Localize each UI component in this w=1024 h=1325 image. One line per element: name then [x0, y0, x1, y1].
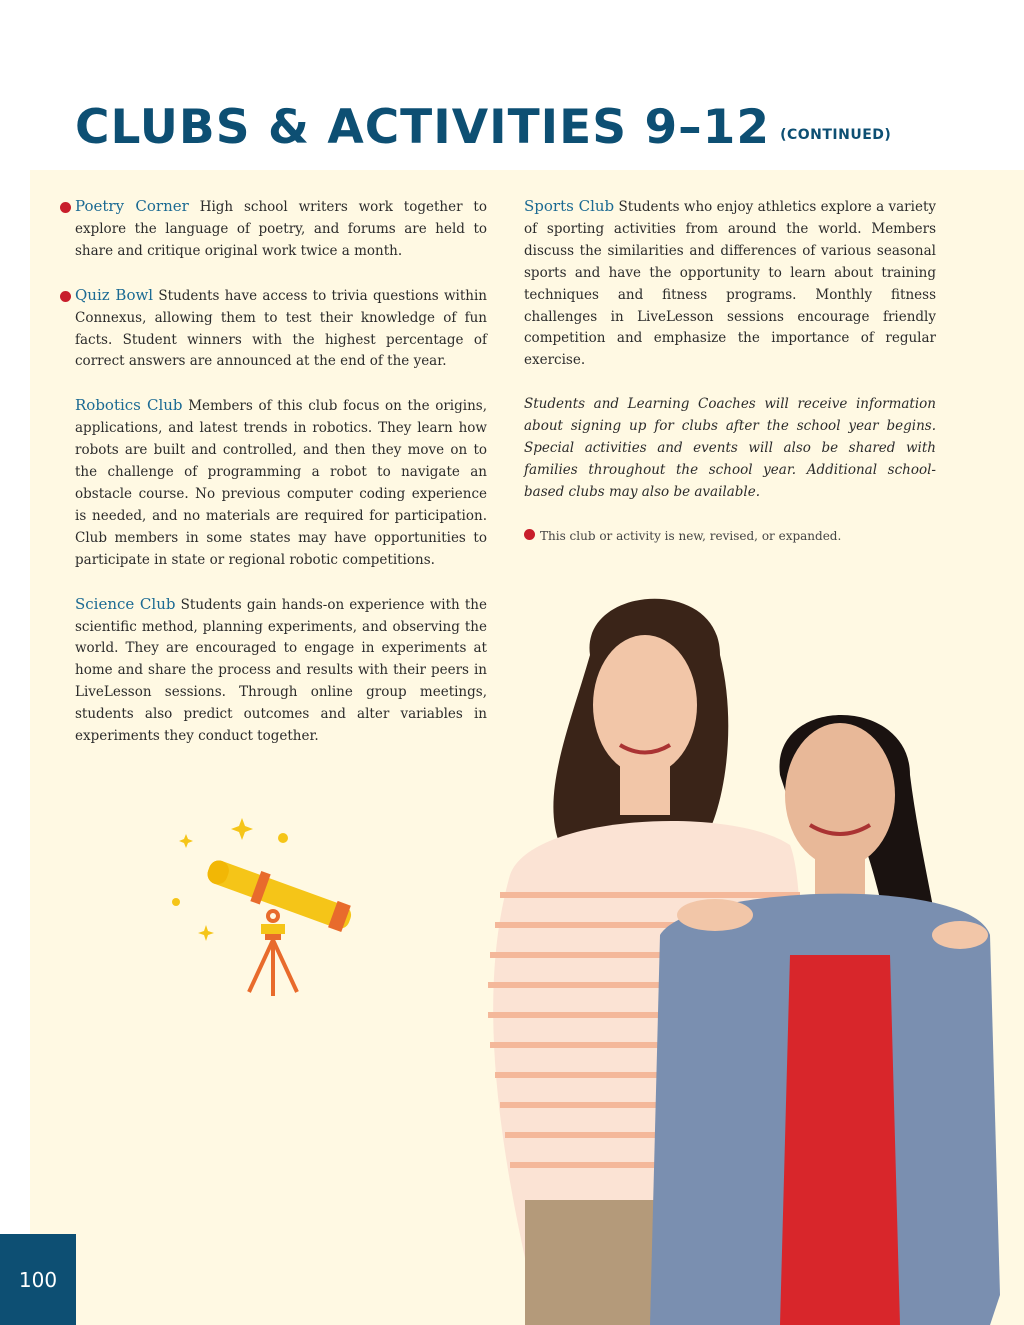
telescope-illustration	[165, 810, 365, 1010]
star-icon	[231, 818, 253, 840]
club-entry-sports-club	[524, 196, 936, 372]
new-bullet-icon	[524, 529, 535, 540]
club-name: Sports Club	[524, 197, 615, 215]
signup-note: Students and Learning Coaches will receive information about signing up for clubs after the school year begins. Special activities and events will also be shared with families throughout the school year. Additional school-based clubs may also be available.	[524, 396, 936, 500]
right-column	[524, 196, 936, 548]
club-description: Students gain hands-on experience with the scientific method, planning experiments, and observing the world. They are encouraged to engage in experiments at home and share the process and results with their peers in LiveLesson sessions. Through online group meetings, students also predict outcomes and alter variables in experiments they conduct together.	[75, 596, 487, 745]
legend-text: This club or activity is new, revised, or expanded.	[540, 528, 842, 543]
club-name: Robotics Club	[75, 396, 183, 415]
left-column	[75, 196, 487, 770]
star-icon	[278, 833, 288, 843]
club-name: Poetry Corner	[75, 197, 189, 215]
club-description: Members of this club focus on the origins, applications, and latest trends in robotics. They learn how robots are built and controlled, and then they move on to the challenge of programming a robot to navigate an obstacle course. No previous computer coding experience is needed, and no materials are required for participation. Club members in some states may have opportunities to participate in state or regional robotic competitions.	[75, 398, 487, 568]
star-icon	[179, 834, 193, 848]
new-bullet-icon	[60, 202, 71, 213]
legend	[524, 526, 936, 548]
title-text: CLUBS & ACTIVITIES 9–12	[75, 100, 771, 155]
club-entry-science-club	[75, 594, 487, 748]
club-name: Science Club	[75, 594, 176, 613]
star-icon	[198, 925, 214, 941]
page-number: 100	[0, 1234, 76, 1325]
students-photo	[470, 595, 1024, 1325]
club-name: Quiz Bowl	[75, 285, 154, 304]
club-description: Students have access to trivia questions within Connexus, allowing them to test their knowledge of fun facts. Student winners with the highest percentage of correct answers are announced at the end of the year.	[75, 287, 487, 370]
continued-label: (CONTINUED)	[780, 127, 892, 143]
club-entry-quiz-bowl	[75, 285, 487, 374]
star-icon	[172, 898, 180, 906]
club-description: High school writers work together to explore the language of poetry, and forums are held to share and critique original work twice a month.	[75, 199, 487, 259]
page-title	[75, 100, 891, 155]
club-entry-poetry-corner	[75, 196, 487, 263]
club-entry-robotics-club	[75, 395, 487, 571]
new-bullet-icon	[60, 291, 71, 302]
club-description: Students who enjoy athletics explore a variety of sporting activities from around the world. Members discuss the similarities and differences of various seasonal sports and have the opportunity to learn about training techniques and fitness programs. Monthly fitness challenges in LiveLesson sessions encourage friendly competition and emphasize the importance of regular exercise.	[524, 199, 936, 369]
